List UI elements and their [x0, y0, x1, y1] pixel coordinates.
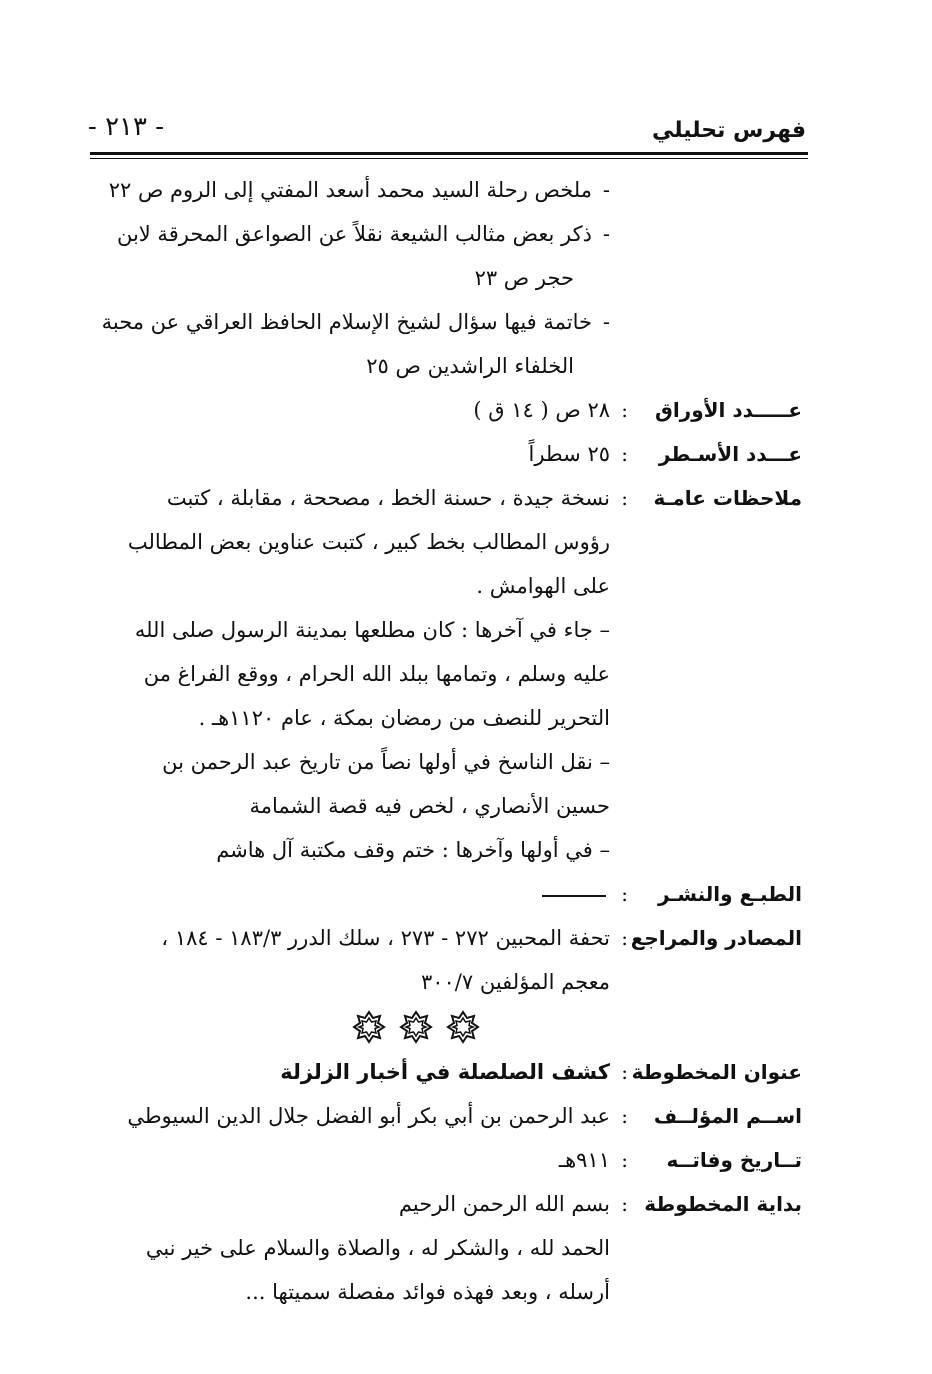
field-colon: :	[621, 486, 628, 510]
bullet-continuation: الخلفاء الراشدين ص ٢٥	[366, 354, 574, 378]
value-line: الحمد لله ، والشكر له ، والصلاة والسلام على خير نبي	[145, 1236, 610, 1260]
field-label: عـــدد الأسـطر	[658, 442, 802, 466]
field-colon: :	[621, 926, 628, 950]
field-label: ملاحظات عامـة	[653, 486, 802, 510]
bullet-continuation: حجر ص ٢٣	[474, 266, 574, 290]
star-ornament-icon	[446, 1010, 480, 1044]
field-value	[90, 1138, 610, 1182]
field-colon: :	[621, 442, 628, 466]
field-value	[90, 432, 610, 476]
field-lines	[90, 432, 802, 476]
field-label: المصادر والمراجع	[630, 926, 802, 950]
value-line: حسين الأنصاري ، لخص فيه قصة الشمامة	[249, 794, 610, 818]
field-death-date	[90, 1138, 802, 1182]
ornament-separator	[250, 1004, 582, 1050]
value-line: نسخة جيدة ، حسنة الخط ، مصححة ، مقابلة ، كتبت	[166, 486, 610, 510]
value-line: ٩١١هـ	[558, 1148, 610, 1172]
field-colon: :	[621, 1192, 628, 1216]
value-line: ٢٨ ص ( ١٤ ق )	[473, 398, 610, 422]
field-manuscript-start	[90, 1182, 802, 1314]
value-line: التحرير للنصف من رمضان بمكة ، عام ١١٢٠هـ .	[198, 706, 610, 730]
header-rule	[90, 152, 808, 155]
value-line: ٢٥ سطراً	[528, 442, 610, 466]
field-value	[90, 388, 610, 432]
field-label: عـــــدد الأوراق	[654, 398, 802, 422]
list-item	[90, 300, 802, 344]
field-sources	[90, 916, 802, 1004]
field-value	[90, 1094, 610, 1138]
field-value	[90, 872, 610, 916]
header-rule-thin	[90, 158, 808, 159]
value-line: تحفة المحبين ٢٧٢ - ٢٧٣ ، سلك الدرر ١٨٣/٣ - ١٨٤ ،	[161, 926, 610, 950]
field-colon: :	[621, 1104, 628, 1128]
value-line: عبد الرحمن بن أبي بكر أبو الفضل جلال الدين السيوطي	[127, 1104, 610, 1128]
bullet-dash: -	[602, 310, 610, 334]
bullet-text: ملخص رحلة السيد محمد أسعد المفتي إلى الروم ص ٢٢	[108, 178, 592, 202]
star-ornament-icon	[352, 1010, 386, 1044]
field-colon: :	[621, 398, 628, 422]
value-line: – في أولها وآخرها : ختم وقف مكتبة آل هاشم	[216, 838, 610, 862]
value-line: معجم المؤلفين ٣٠٠/٧	[420, 970, 610, 994]
value-line: أرسله ، وبعد فهذه فوائد مفصلة سميتها ...	[245, 1280, 610, 1304]
field-label: تــاريخ وفاتــه	[666, 1148, 802, 1172]
field-notes	[90, 476, 802, 872]
page-number: - ٢١٣ -	[88, 112, 165, 142]
field-value	[90, 476, 610, 872]
intro-bullets	[90, 168, 802, 388]
value-line: عليه وسلم ، وتمامها ببلد الله الحرام ، ووقع الفراغ من	[143, 662, 610, 686]
field-colon: :	[621, 1148, 628, 1172]
value-line	[90, 872, 610, 916]
field-colon: :	[621, 882, 628, 906]
field-colon: :	[621, 1060, 628, 1084]
bullet-dash: -	[602, 178, 610, 202]
field-manuscript-title	[90, 1050, 802, 1094]
bullet-text: ذكر بعض مثالب الشيعة نقلاً عن الصواعق المحرقة لابن	[116, 222, 592, 246]
running-header-title: فهرس تحليلي	[652, 118, 806, 143]
star-ornament-icon	[399, 1010, 433, 1044]
value-line: بسم الله الرحمن الرحيم	[398, 1192, 610, 1216]
value-line: رؤوس المطالب بخط كبير ، كتبت عناوين بعض المطالب	[127, 530, 610, 554]
field-value	[90, 916, 610, 1004]
value-line: على الهوامش .	[476, 574, 610, 598]
bullet-text: خاتمة فيها سؤال لشيخ الإسلام الحافظ العراقي عن محبة	[101, 310, 592, 334]
value-line: – جاء في آخرها : كان مطلعها بمدينة الرسول صلى الله	[134, 618, 610, 642]
field-publishing	[90, 872, 802, 916]
empty-value-rule	[542, 895, 606, 897]
field-value	[90, 1050, 610, 1094]
manuscript-title: كشف الصلصلة في أخبار الزلزلة	[280, 1060, 610, 1084]
field-pages	[90, 388, 802, 432]
bullet-dash: -	[602, 222, 610, 246]
list-item	[90, 168, 802, 212]
field-author	[90, 1094, 802, 1138]
field-label: اســم المؤلــف	[653, 1104, 802, 1128]
field-label: بداية المخطوطة	[644, 1192, 802, 1216]
value-line: – نقل الناسخ في أولها نصاً من تاريخ عبد الرحمن بن	[162, 750, 610, 774]
field-label: عنوان المخطوطة	[631, 1060, 802, 1084]
field-label: الطبـع والنشـر	[657, 882, 802, 906]
list-item	[90, 212, 802, 256]
field-value	[90, 1182, 610, 1314]
content	[90, 168, 802, 1314]
